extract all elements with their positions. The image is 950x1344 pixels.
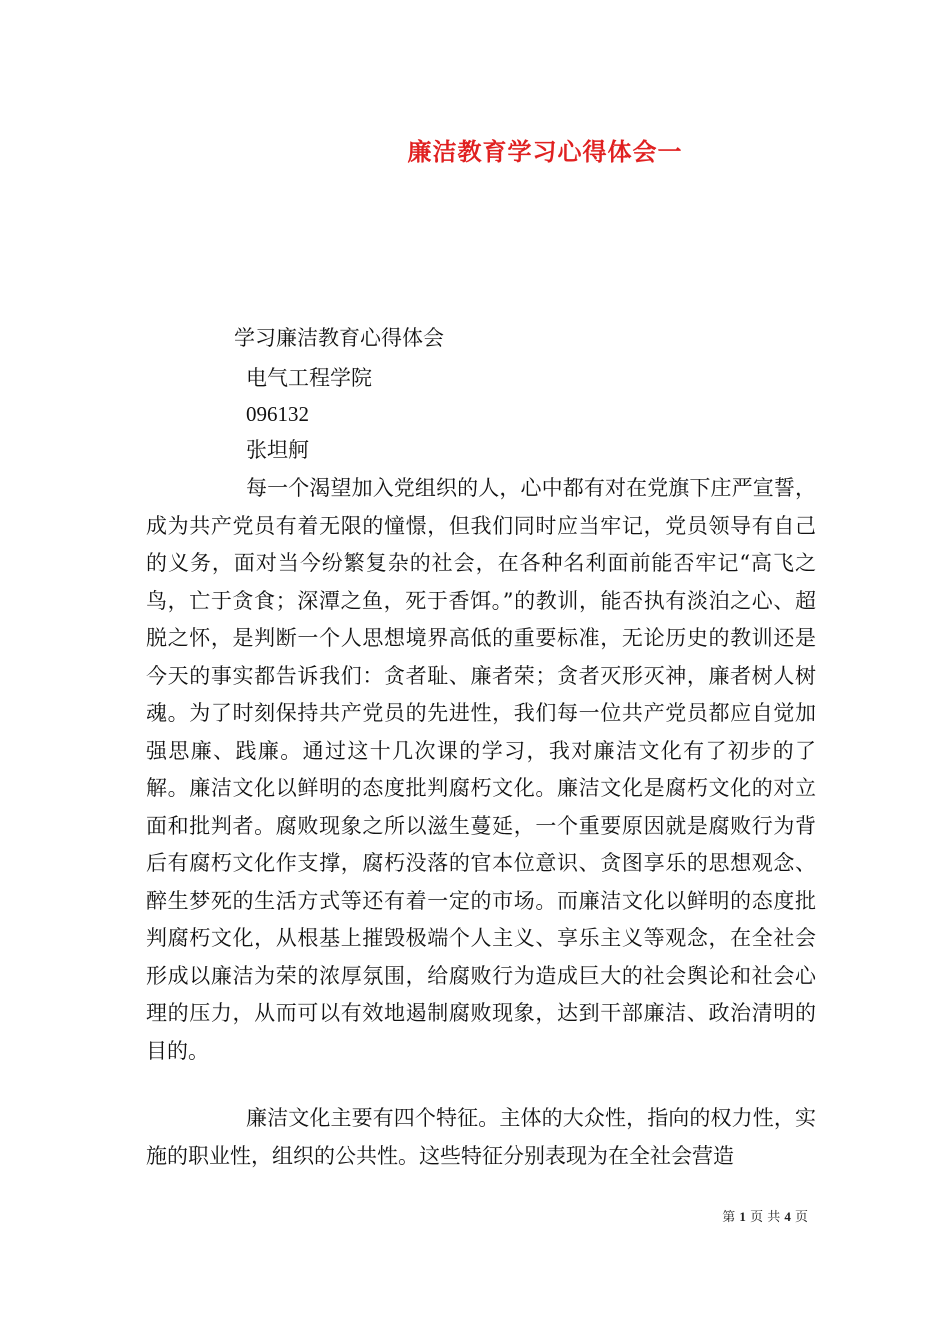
student-code: 096132	[246, 402, 309, 426]
author-name: 张坦舸	[246, 438, 309, 462]
footer-suffix: 页	[794, 1210, 808, 1225]
document-title: 廉洁教育学习心得体会一	[407, 137, 683, 166]
page-footer	[722, 1206, 808, 1225]
footer-middle: 页 共	[750, 1210, 781, 1225]
footer-page-number: 1	[739, 1209, 746, 1224]
footer-total-pages: 4	[784, 1209, 791, 1224]
body-paragraph-2: 廉洁文化主要有四个特征。主体的大众性，指向的权力性，实施的职业性，组织的公共性。这些特征分别表现为在全社会营造	[146, 1106, 816, 1168]
document-subtitle: 学习廉洁教育心得体会	[234, 326, 444, 350]
body-paragraph-1: 每一个渴望加入党组织的人，心中都有对在党旗下庄严宣誓，成为共产党员有着无限的憧憬，但我们同时应当牢记，党员领导有自己的义务，面对当今纷繁复杂的社会，在各种名利面前能否牢记“高飞之鸟，亡于贪食；深潭之鱼，死于香饵。”的教训，能否执有淡泊之心、超脱之怀，是判断一个人思想境界高低的重要标准，无论历史的教训还是今天的事实都告诉我们：贪者耻、廉者荣；贪者灭形灭神，廉者树人树魂。为了时刻保持共产党员的先进性，我们每一位共产党员都应自觉加强思廉、践廉。通过这十几次课的学习，我对廉洁文化有了初步的了解。廉洁文化以鲜明的态度批判腐朽文化。廉洁文化是腐朽文化的对立面和批判者。腐败现象之所以滋生蔓延，一个重要原因就是腐败行为背后有腐朽文化作支撑，腐朽没落的官本位意识、贪图享乐的思想观念、醉生梦死的生活方式等还有着一定的市场。而廉洁文化以鲜明的态度批判腐朽文化，从根基上摧毁极端个人主义、享乐主义等观念，在全社会形成以廉洁为荣的浓厚氛围，给腐败行为造成巨大的社会舆论和社会心理的压力，从而可以有效地遏制腐败现象，达到干部廉洁、政治清明的目的。	[146, 476, 816, 1063]
department-name: 电气工程学院	[246, 366, 372, 390]
footer-prefix: 第	[722, 1210, 736, 1225]
